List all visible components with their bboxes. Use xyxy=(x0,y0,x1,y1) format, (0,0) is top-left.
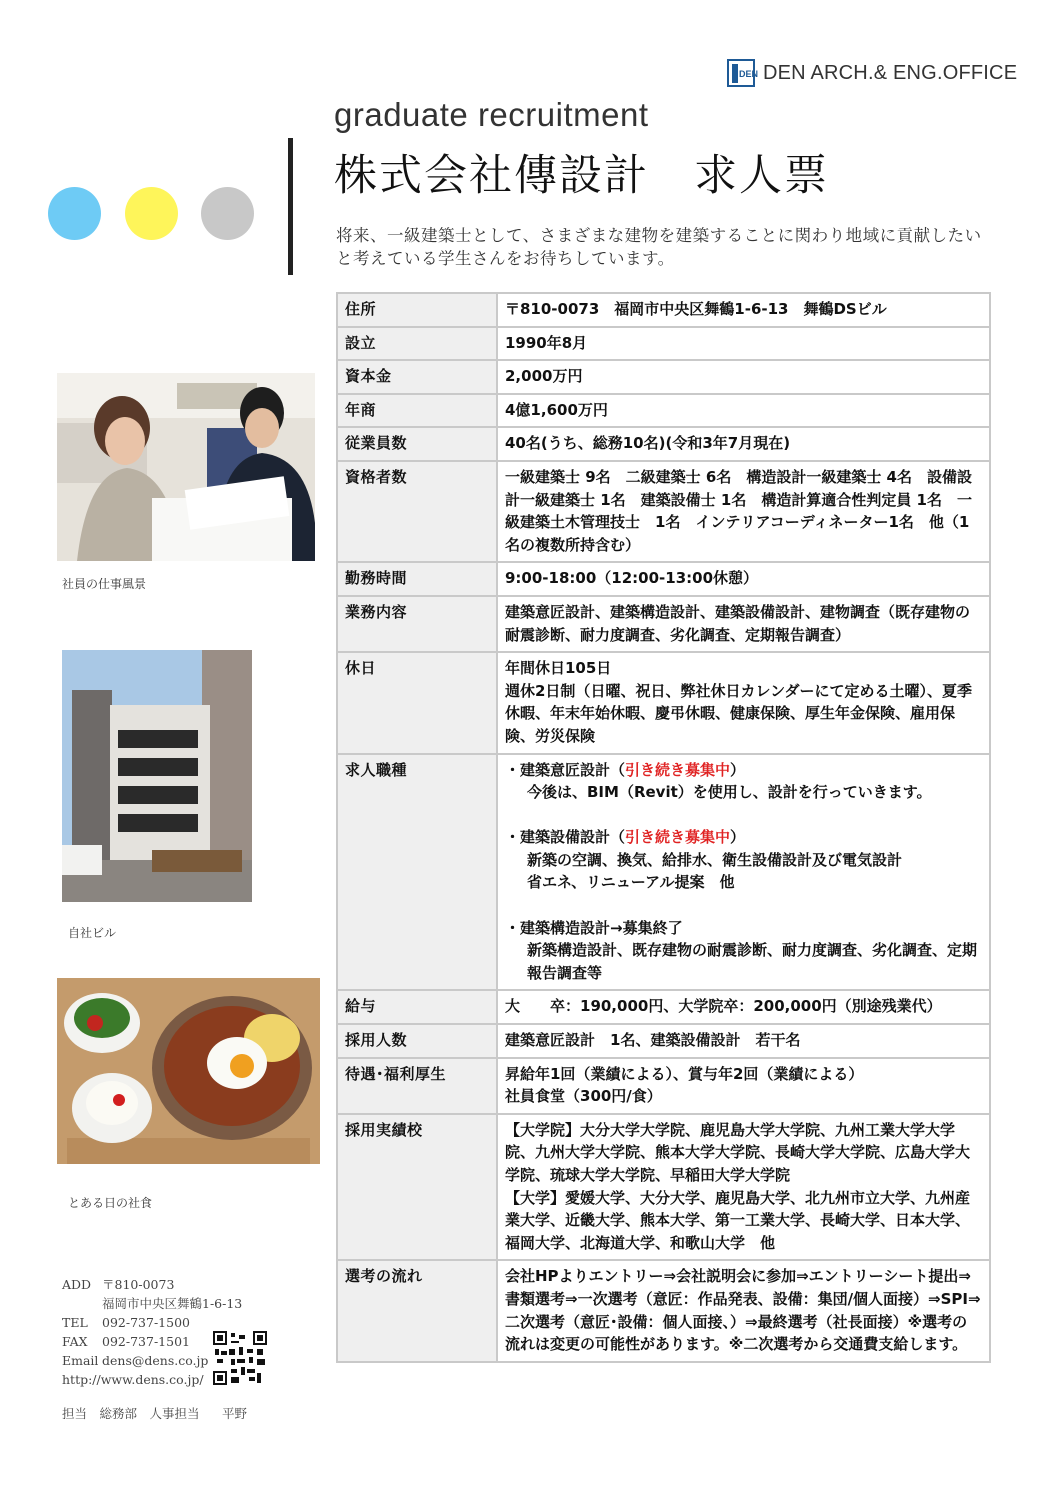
job-structure-title: ・建築構造設計→募集終了 xyxy=(505,918,683,937)
row-value-sales: 4億1,600万円 xyxy=(497,394,990,428)
office-building-photo xyxy=(62,650,252,902)
job-design-title: ・建築意匠設計（引き続き募集中） xyxy=(505,760,746,779)
fax-number: 092-737-1501 xyxy=(102,1334,190,1349)
cafeteria-food-photo xyxy=(57,978,320,1164)
address-text: 福岡市中央区舞鶴1-6-13 xyxy=(102,1296,243,1311)
row-value-selection: 会社HPよりエントリー⇒会社説明会に参加⇒エントリーシート提出⇒書類選考⇒一次選考（意匠：作品発表、設備：集団/個人面接）⇒SPI⇒二次選考（意匠･設備：個人面接、）⇒最終選考（社長面接）※選考の流れは変更の可能性があります。※二次選考から交通費支給します。 xyxy=(497,1260,990,1361)
job-equipment-title: ・建築設備設計（引き続き募集中） xyxy=(505,828,746,847)
status-badge: 引き続き募集中 xyxy=(625,828,731,847)
table-row xyxy=(337,562,990,596)
holidays-line2: 週休2日制（日曜、祝日、弊社休日カレンダーにて定める土曜）、夏季休暇、年末年始休暇、慶弔休暇、健康保険、厚生年金保険、雇用保険、労災保険 xyxy=(505,681,972,745)
job-design-desc: 今後は、BIM（Revit）を使用し、設計を行っていきます。 xyxy=(527,783,932,802)
row-label-founded: 設立 xyxy=(337,327,497,361)
row-value-hours: 9:00-18:00（12:00-13:00休憩） xyxy=(497,562,990,596)
website-url[interactable]: http://www.dens.co.jp/ xyxy=(62,1372,204,1387)
holidays-line1: 年間休日105日 xyxy=(505,659,612,678)
row-value-jobs xyxy=(497,754,990,991)
email-label: Email xyxy=(62,1353,99,1368)
gray-dot-decoration xyxy=(201,187,254,240)
row-value-work: 建築意匠設計、建築構造設計、建築設備設計、建物調査（既存建物の耐震診断、耐力度調査、劣化調査、定期報告調査） xyxy=(497,596,990,652)
schools-graduate: 【大学院】大分大学大学院、鹿児島大学大学院、九州工業大学大学院、九州大学大学院、熊本大学大学院、長崎大学大学院、広島大学大学院、琉球大学大学院、早稲田大学大学院 xyxy=(505,1120,971,1184)
title-english: graduate recruitment xyxy=(334,96,649,133)
page-title: 株式会社傳設計 求人票 xyxy=(334,151,829,201)
schools-undergraduate: 【大学】愛媛大学、大分大学、鹿児島大学、北九州市立大学、九州産業大学、近畿大学、熊本大学、第一工業大学、長崎大学、日本大学、福岡大学、北海道大学、和歌山大学 他 xyxy=(505,1188,971,1252)
recruitment-table xyxy=(336,292,991,1363)
row-value-schools xyxy=(497,1114,990,1261)
row-value-address: 〒810-0073 福岡市中央区舞鶴1-6-13 舞鶴DSビル xyxy=(497,293,990,327)
row-label-qualified: 資格者数 xyxy=(337,461,497,562)
fax-label: FAX xyxy=(62,1334,88,1349)
table-row xyxy=(337,360,990,394)
row-label-sales: 年商 xyxy=(337,394,497,428)
row-label-address: 住所 xyxy=(337,293,497,327)
company-logo xyxy=(727,58,1017,88)
blue-dot-decoration xyxy=(48,187,101,240)
row-value-founded: 1990年8月 xyxy=(497,327,990,361)
yellow-dot-decoration xyxy=(125,187,178,240)
row-label-hires: 採用人数 xyxy=(337,1024,497,1058)
row-label-hours: 勤務時間 xyxy=(337,562,497,596)
row-label-holidays: 休日 xyxy=(337,652,497,753)
table-row xyxy=(337,293,990,327)
table-row xyxy=(337,596,990,652)
caption-food: とある日の社食 xyxy=(68,1196,153,1210)
table-row xyxy=(337,1058,990,1114)
caption-building: 自社ビル xyxy=(68,926,117,940)
intro-text: 将来、一級建築士として、さまざまな建物を建築することに関わり地域に貢献したいと考えている学生さんをお待ちしています。 xyxy=(336,226,982,268)
row-label-work: 業務内容 xyxy=(337,596,497,652)
row-label-capital: 資本金 xyxy=(337,360,497,394)
row-value-salary: 大 卒：190,000円、大学院卒：200,000円（別途残業代） xyxy=(497,990,990,1024)
email-address[interactable]: dens@dens.co.jp xyxy=(102,1353,209,1368)
row-value-qualified: 一級建築士 9名 二級建築士 6名 構造設計一級建築士 4名 設備設計一級建築士 1名 建築設備士 1名 構造計算適合性判定員 1名 一級建築土木管理技士 1名 インテリアコーディネーター1名 他（1名の複数所持含む） xyxy=(497,461,990,562)
office-work-photo xyxy=(57,373,315,561)
row-label-schools: 採用実績校 xyxy=(337,1114,497,1261)
contact-person: 担当 総務部 人事担当 平野 xyxy=(62,1406,247,1421)
table-row xyxy=(337,327,990,361)
job-equipment-desc2: 省エネ、リニューアル提案 他 xyxy=(527,873,735,892)
logo-text: DEN ARCH.& ENG.OFFICE xyxy=(763,61,1018,84)
row-value-benefits xyxy=(497,1058,990,1114)
row-label-employees: 従業員数 xyxy=(337,427,497,461)
row-label-benefits: 待遇･福利厚生 xyxy=(337,1058,497,1114)
job-structure-desc: 新築構造設計、既存建物の耐震診断、耐力度調査、劣化調査、定期報告調査等 xyxy=(527,941,978,982)
row-value-employees: 40名(うち、総務10名)(令和3年7月現在) xyxy=(497,427,990,461)
table-row xyxy=(337,990,990,1024)
status-badge: 引き続き募集中 xyxy=(625,760,731,779)
table-row xyxy=(337,427,990,461)
row-label-salary: 給与 xyxy=(337,990,497,1024)
title-divider xyxy=(288,138,293,275)
benefits-line2: 社員食堂（300円/食） xyxy=(505,1087,662,1106)
add-label: ADD xyxy=(62,1277,92,1292)
table-row xyxy=(337,1114,990,1261)
table-row xyxy=(337,394,990,428)
job-equipment-desc1: 新築の空調、換気、給排水、衛生設備設計及び電気設計 xyxy=(527,850,903,869)
benefits-line1: 昇給年1回（業績による）、賞与年2回（業績による） xyxy=(505,1064,864,1083)
zip-code: 〒810-0073 xyxy=(102,1277,175,1292)
qr-code-icon xyxy=(213,1331,267,1385)
row-label-jobs: 求人職種 xyxy=(337,754,497,991)
logo-mark-icon: DEN xyxy=(727,59,755,87)
table-row xyxy=(337,754,990,991)
table-row xyxy=(337,652,990,753)
tel-number: 092-737-1500 xyxy=(102,1315,190,1330)
table-row xyxy=(337,461,990,562)
row-value-holidays xyxy=(497,652,990,753)
row-label-selection: 選考の流れ xyxy=(337,1260,497,1361)
caption-work: 社員の仕事風景 xyxy=(62,577,147,591)
row-value-capital: 2,000万円 xyxy=(497,360,990,394)
tel-label: TEL xyxy=(62,1315,88,1330)
table-row xyxy=(337,1024,990,1058)
row-value-hires: 建築意匠設計 1名、建築設備設計 若干名 xyxy=(497,1024,990,1058)
table-row xyxy=(337,1260,990,1361)
